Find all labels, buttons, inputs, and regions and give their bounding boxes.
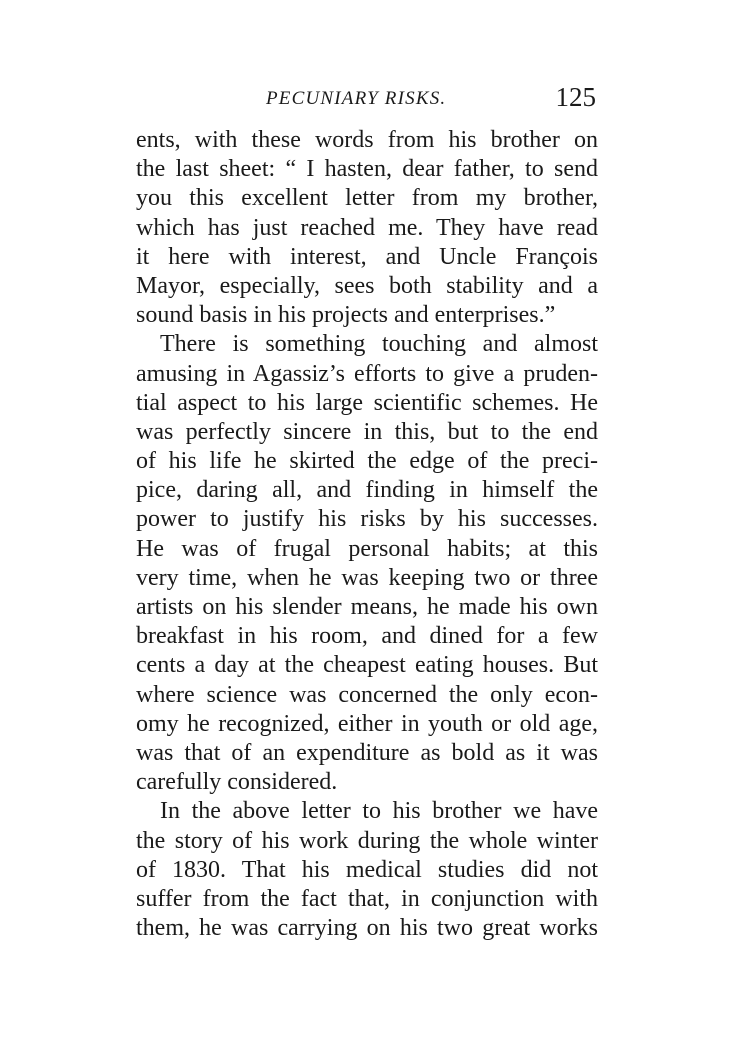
text-line: was perfectly sincere in this, but to the end [136, 418, 598, 445]
text-line: artists on his slender means, he made his own [136, 594, 598, 620]
text-line: the story of his work during the whole winter [136, 827, 598, 854]
text-line: very time, when he was keeping two or three [136, 564, 598, 591]
text-line: them, he was carrying on his two great works [136, 915, 598, 942]
text-line: power to justify his risks by his successes. [136, 506, 598, 533]
text-line: suffer from the fact that, in conjunction with [136, 885, 598, 912]
text-line: you this excellent letter from my brother, [136, 185, 598, 212]
text-line: of his life he skirted the edge of the preci- [136, 448, 598, 475]
text-line: carefully considered. [136, 769, 338, 796]
text-line: ents, with these words from his brother on [136, 127, 598, 153]
text-line: it here with interest, and Uncle François [136, 243, 598, 270]
text-line: There is something touching and almost [160, 331, 598, 358]
running-head [136, 82, 598, 118]
running-title: PECUNIARY RISKS. [266, 88, 447, 109]
body-text [136, 126, 598, 943]
text-line: the last sheet: “ I hasten, dear father, to send [136, 156, 598, 183]
text-line: of 1830. That his medical studies did not [136, 856, 598, 883]
text-line: where science was concerned the only econ- [136, 681, 598, 708]
text-line: In the above letter to his brother we have [160, 798, 598, 825]
text-line: Mayor, especially, sees both stability and a [136, 272, 598, 299]
text-line: tial aspect to his large scientific schemes. He [136, 389, 598, 416]
text-line: cents a day at the cheapest eating houses. But [136, 652, 598, 679]
text-line: which has just reached me. They have read [136, 214, 598, 241]
text-line: sound basis in his projects and enterprises.” [136, 302, 556, 329]
text-line: pice, daring all, and finding in himself the [136, 477, 598, 504]
text-line: breakfast in his room, and dined for a few [136, 623, 598, 650]
text-line: He was of frugal personal habits; at this [136, 535, 598, 562]
text-line: amusing in Agassiz’s efforts to give a pruden- [136, 360, 598, 387]
page-number: 125 [555, 82, 596, 112]
text-line: omy he recognized, either in youth or old age, [136, 710, 598, 737]
text-line: was that of an expenditure as bold as it was [136, 739, 598, 766]
